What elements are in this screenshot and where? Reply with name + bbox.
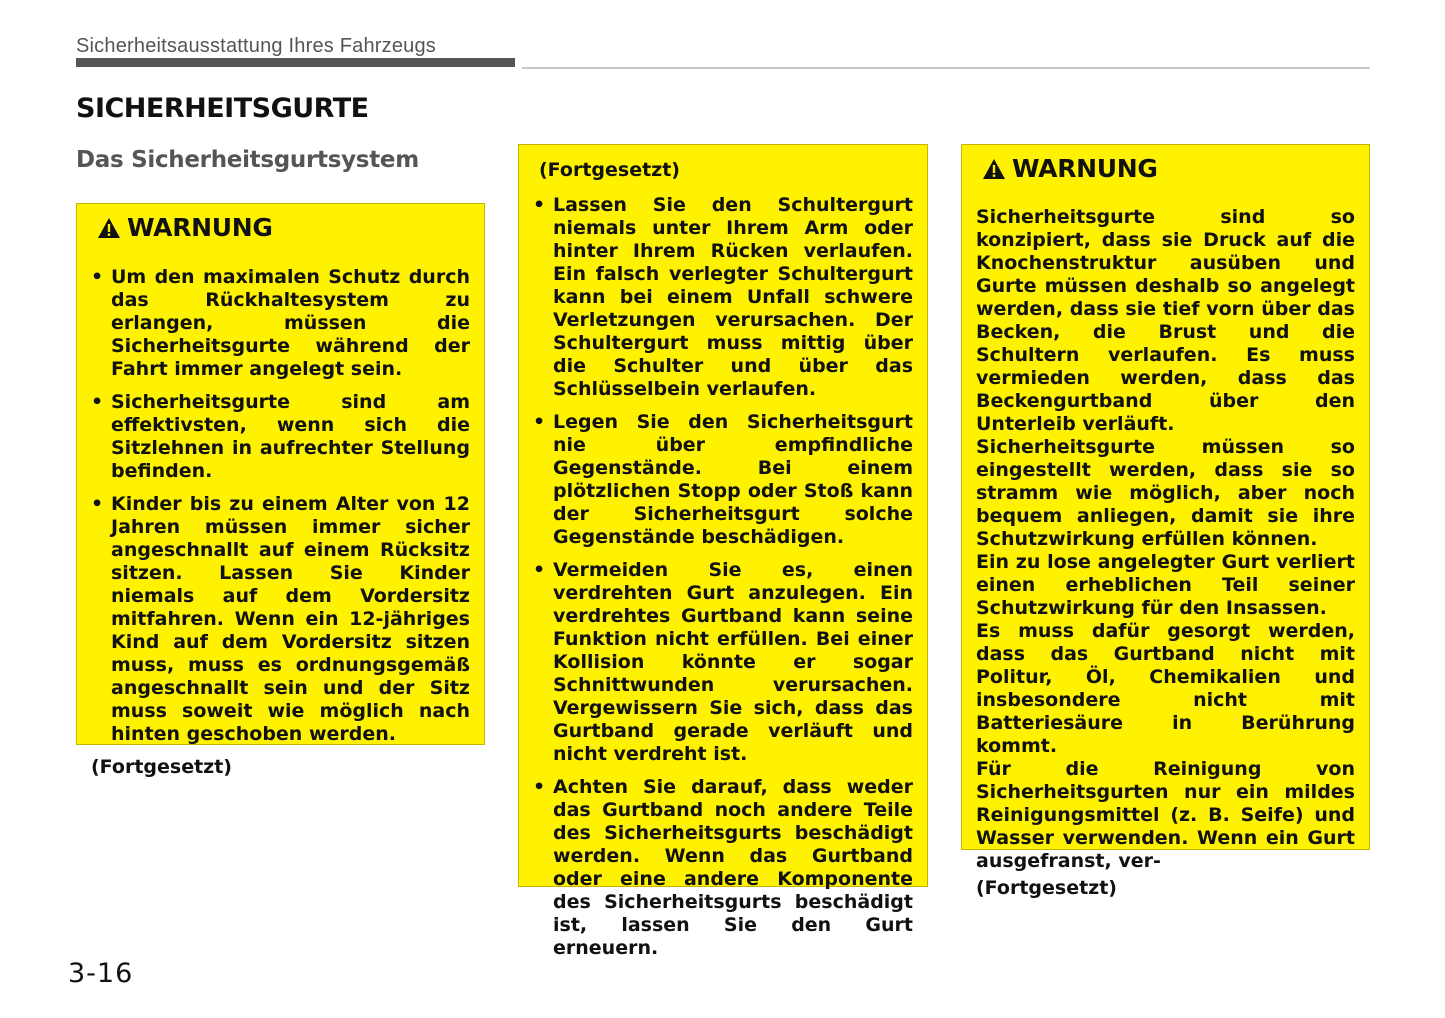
- continued-note: (Fortgesetzt): [91, 756, 232, 778]
- list-item: • Vermeiden Sie es, einen verdrehten Gurt anzulegen. Ein verdrehtes Gurtband kann seine Funktion nicht erfüllen. Bei einer Kollision könnte er sogar Schnittwunden verursachen. Vergewissern Sie sich, dass das Gurtband gerade verläuft und nicht verdreht ist.: [533, 559, 913, 766]
- list-item: • Um den maximalen Schutz durch das Rückhaltesystem zu erlangen, müssen die Sicherheitsgurte während der Fahrt immer angelegt sein.: [91, 266, 470, 381]
- warning-heading-1: [97, 213, 470, 242]
- section-title: SICHERHEITSGURTE: [76, 93, 369, 124]
- subsection-title: Das Sicherheitsgurtsystem: [76, 147, 419, 173]
- paragraph: Es muss dafür gesorgt werden, dass das Gurtband nicht mit Politur, Öl, Chemikalien und insbesondere nicht mit Batteriesäure in Berührung kommt.: [976, 620, 1355, 757]
- paragraph: Sicherheitsgurte sind so konzipiert, dass sie Druck auf die Knochenstruktur ausüben und Gurte müssen deshalb so angelegt werden, dass sie tief vorn über das Becken, die Brust und die Schultern verlaufen. Es muss vermieden werden, dass das Beckengurtband über den Unterleib verläuft.: [976, 206, 1355, 435]
- warning-triangle-icon: [982, 158, 1006, 180]
- continued-note-top: (Fortgesetzt): [539, 159, 680, 181]
- warning-box-3: [961, 144, 1370, 899]
- paragraph: Sicherheitsgurte müssen so eingestellt werden, dass sie so stramm wie möglich, aber noch bequem anliegen, damit sie ihre Schutzwirkung erfüllen können.: [976, 436, 1355, 550]
- header-rule-dark: [76, 58, 515, 67]
- header-rule-light: [522, 67, 1370, 69]
- list-item: • Legen Sie den Sicherheitsgurt nie über empfindliche Gegenstände. Bei einem plötzlichen Stopp oder Stoß kann der Sicherheitsgurt solche Gegenstände beschädigen.: [533, 411, 913, 549]
- warning-triangle-icon: [97, 217, 121, 239]
- continued-note: (Fortgesetzt): [976, 877, 1117, 899]
- page-number: 3-16: [68, 958, 134, 989]
- paragraph: Ein zu lose angelegter Gurt verliert einen erheblichen Teil seiner Schutzwirkung für den Insassen.: [976, 551, 1355, 619]
- chapter-header: Sicherheitsausstattung Ihres Fahrzeugs: [76, 35, 437, 57]
- warning-label: WARNUNG: [127, 213, 273, 242]
- warning-box-1: [76, 203, 485, 778]
- list-item: • Kinder bis zu einem Alter von 12 Jahren müssen immer sicher angeschnallt auf einem Rücksitz sitzen. Lassen Sie Kinder niemals auf dem Vordersitz mitfahren. Wenn ein 12-jähriges Kind auf dem Vordersitz sitzen muss, muss es ordnungsgemäß angeschnallt sein und der Sitz muss soweit wie möglich nach hinten geschoben werden.: [91, 493, 470, 746]
- warning-label: WARNUNG: [1012, 154, 1158, 183]
- list-item: • Lassen Sie den Schultergurt niemals unter Ihrem Arm oder hinter Ihrem Rücken verlaufen. Ein falsch verlegter Schultergurt kann bei einem Unfall schwere Verletzungen verursachen. Der Schultergurt muss mittig über die Schulter und über das Schlüsselbein verlaufen.: [533, 194, 913, 401]
- paragraph: Für die Reinigung von Sicherheitsgurten nur ein mildes Reinigungsmittel (z. B. Seife) und Wasser verwenden. Wenn ein Gurt ausgefranst, ver-: [976, 758, 1355, 872]
- list-item: • Sicherheitsgurte sind am effektivsten, wenn sich die Sitzlehnen in aufrechter Stellung befinden.: [91, 391, 470, 483]
- warning-box-2: [518, 144, 928, 959]
- list-item: • Achten Sie darauf, dass weder das Gurtband noch andere Teile des Sicherheitsgurts beschädigt werden. Wenn das Gurtband oder eine andere Komponente des Sicherheitsgurts beschädigt ist, lassen Sie den Gurt erneuern.: [533, 776, 913, 960]
- warning-heading-3: [982, 154, 1355, 183]
